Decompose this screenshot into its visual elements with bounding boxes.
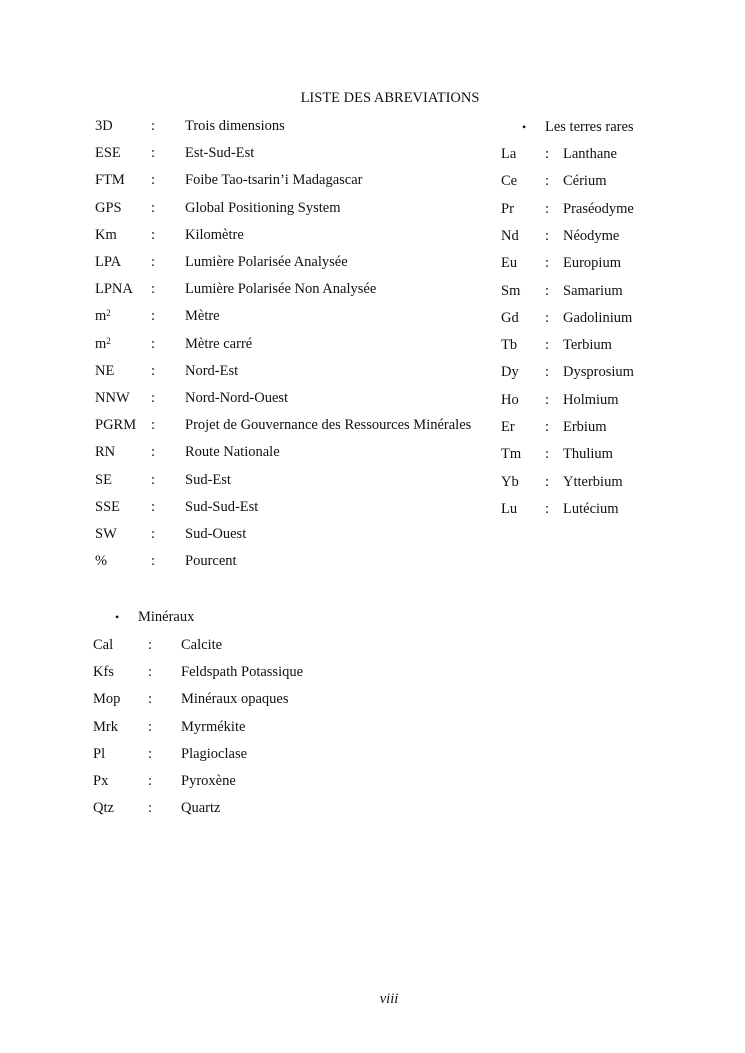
- general-separator: :: [151, 118, 156, 134]
- rare-earth-abbr: Gd: [501, 310, 519, 326]
- general-abbr: LPA: [95, 254, 122, 270]
- general-definition: Projet de Gouvernance des Ressources Minérales: [185, 417, 472, 433]
- mineral-separator: :: [148, 746, 153, 762]
- rare-earth-abbr: Tb: [501, 337, 518, 353]
- general-definition: Sud-Ouest: [185, 526, 247, 542]
- rare-earth-abbr: Er: [501, 419, 515, 435]
- rare-earth-abbr: Dy: [501, 364, 519, 380]
- general-separator: :: [151, 281, 156, 297]
- abbr-text: m: [95, 308, 107, 324]
- abbr-superscript: 2: [106, 336, 111, 346]
- general-abbr: RN: [95, 444, 116, 460]
- general-definition: Kilomètre: [185, 227, 244, 243]
- rare-earth-separator: :: [545, 337, 550, 353]
- general-definition: Route Nationale: [185, 444, 280, 460]
- rare-earth-abbr: Lu: [501, 501, 518, 517]
- mineral-separator: :: [148, 800, 153, 816]
- mineral-separator: :: [148, 773, 153, 789]
- mineral-definition: Minéraux opaques: [181, 691, 289, 707]
- general-abbr: GPS: [95, 200, 122, 216]
- mineral-separator: :: [148, 719, 153, 735]
- general-separator: :: [151, 200, 156, 216]
- general-definition: Nord-Est: [185, 363, 239, 379]
- rare-earth-abbr: La: [501, 146, 517, 162]
- general-abbr: LPNA: [95, 281, 133, 297]
- rare-earth-definition: Lanthane: [563, 146, 617, 162]
- general-abbr: [95, 335, 111, 353]
- rare-earth-separator: :: [545, 474, 550, 490]
- rare-earth-abbr: Yb: [501, 474, 519, 490]
- rare-earth-abbr: Sm: [501, 283, 521, 299]
- general-abbr: SE: [95, 472, 112, 488]
- rare-earth-abbr: Tm: [501, 446, 522, 462]
- general-separator: :: [151, 363, 156, 379]
- bullet-icon: •: [522, 120, 527, 134]
- minerals-heading: Minéraux: [138, 609, 195, 625]
- bullet-icon: •: [115, 610, 120, 624]
- mineral-separator: :: [148, 664, 153, 680]
- rare-earth-abbr: Pr: [501, 201, 514, 217]
- general-separator: :: [151, 390, 156, 406]
- general-definition: Pourcent: [185, 553, 237, 569]
- rare-earth-definition: Dysprosium: [563, 364, 634, 380]
- mineral-abbr: Mop: [93, 691, 121, 707]
- general-abbr: 3D: [95, 118, 113, 134]
- mineral-definition: Plagioclase: [181, 746, 248, 762]
- mineral-abbr: Kfs: [93, 664, 114, 680]
- mineral-separator: :: [148, 637, 153, 653]
- page-title: LISTE DES ABREVIATIONS: [300, 90, 480, 106]
- rare-earth-definition: Thulium: [563, 446, 613, 462]
- mineral-definition: Quartz: [181, 800, 221, 816]
- rare-earth-definition: Erbium: [563, 419, 607, 435]
- general-separator: :: [151, 526, 156, 542]
- abbr-text: m: [95, 336, 107, 352]
- general-abbr: FTM: [95, 172, 125, 188]
- general-separator: :: [151, 308, 156, 324]
- general-abbr: [95, 307, 111, 325]
- mineral-abbr: Pl: [93, 746, 106, 762]
- mineral-definition: Pyroxène: [181, 773, 236, 789]
- general-separator: :: [151, 417, 156, 433]
- general-abbr: NE: [95, 363, 115, 379]
- rare-earth-separator: :: [545, 146, 550, 162]
- general-abbr: PGRM: [95, 417, 137, 433]
- rare-earths-heading: Les terres rares: [545, 119, 634, 135]
- mineral-definition: Calcite: [181, 637, 223, 653]
- rare-earth-separator: :: [545, 173, 550, 189]
- rare-earth-separator: :: [545, 283, 550, 299]
- rare-earth-separator: :: [545, 201, 550, 217]
- general-abbr: NNW: [95, 390, 130, 406]
- general-definition: Lumière Polarisée Analysée: [185, 254, 348, 270]
- rare-earth-abbr: Ho: [501, 392, 519, 408]
- mineral-abbr: Cal: [93, 637, 114, 653]
- rare-earth-definition: Gadolinium: [563, 310, 633, 326]
- rare-earth-definition: Samarium: [563, 283, 623, 299]
- mineral-separator: :: [148, 691, 153, 707]
- rare-earth-definition: Néodyme: [563, 228, 620, 244]
- general-definition: Global Positioning System: [185, 200, 341, 216]
- general-abbr: Km: [95, 227, 117, 243]
- rare-earth-separator: :: [545, 310, 550, 326]
- general-separator: :: [151, 499, 156, 515]
- rare-earth-separator: :: [545, 446, 550, 462]
- general-abbr: ESE: [95, 145, 121, 161]
- general-definition: Sud-Est: [185, 472, 231, 488]
- rare-earth-separator: :: [545, 364, 550, 380]
- general-abbr: SW: [95, 526, 117, 542]
- general-abbr: SSE: [95, 499, 120, 515]
- general-definition: Mètre carré: [185, 336, 253, 352]
- general-separator: :: [151, 444, 156, 460]
- mineral-abbr: Px: [93, 773, 109, 789]
- rare-earth-separator: :: [545, 392, 550, 408]
- rare-earth-definition: Cérium: [563, 173, 607, 189]
- general-separator: :: [151, 172, 156, 188]
- rare-earth-separator: :: [545, 228, 550, 244]
- rare-earth-definition: Ytterbium: [563, 474, 623, 490]
- rare-earth-abbr: Nd: [501, 228, 519, 244]
- mineral-abbr: Mrk: [93, 719, 118, 735]
- mineral-abbr: Qtz: [93, 800, 114, 816]
- rare-earth-separator: :: [545, 255, 550, 271]
- general-abbr: %: [95, 553, 108, 569]
- general-definition: Sud-Sud-Est: [185, 499, 259, 515]
- general-definition: Trois dimensions: [185, 118, 285, 134]
- general-separator: :: [151, 145, 156, 161]
- general-definition: Est-Sud-Est: [185, 145, 255, 161]
- general-separator: :: [151, 254, 156, 270]
- rare-earth-separator: :: [545, 419, 550, 435]
- general-separator: :: [151, 472, 156, 488]
- rare-earth-abbr: Eu: [501, 255, 518, 271]
- rare-earth-definition: Holmium: [563, 392, 619, 408]
- general-separator: :: [151, 227, 156, 243]
- general-separator: :: [151, 336, 156, 352]
- rare-earth-definition: Praséodyme: [563, 201, 634, 217]
- rare-earth-abbr: Ce: [501, 173, 518, 189]
- rare-earth-definition: Lutécium: [563, 501, 619, 517]
- rare-earth-separator: :: [545, 501, 550, 517]
- general-definition: Mètre: [185, 308, 220, 324]
- mineral-definition: Myrmékite: [181, 719, 246, 735]
- general-definition: Nord-Nord-Ouest: [185, 390, 289, 406]
- general-definition: Foibe Tao-tsarin’i Madagascar: [185, 172, 363, 188]
- rare-earth-definition: Terbium: [563, 337, 612, 353]
- general-separator: :: [151, 553, 156, 569]
- page-number: viii: [379, 991, 399, 1007]
- rare-earth-definition: Europium: [563, 255, 621, 271]
- general-definition: Lumière Polarisée Non Analysée: [185, 281, 377, 297]
- mineral-definition: Feldspath Potassique: [181, 664, 304, 680]
- abbr-superscript: 2: [106, 308, 111, 318]
